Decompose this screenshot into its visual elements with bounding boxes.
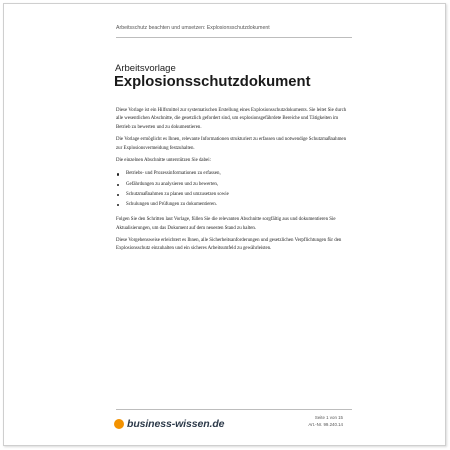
logo-dot-icon (114, 419, 124, 429)
intro-paragraph-3: Die einzelnen Abschnitte unterstützen Sie dabei: (116, 158, 211, 164)
intro-paragraph-2: Die Vorlage ermöglicht es Ihnen, relevante Informationen strukturiert zu erfassen und notwendige Schutzmaßnahmen zur Explosionsvermeidung festzuhalten. (116, 137, 347, 151)
document-page (3, 3, 446, 446)
page-number: Seite 1 von 15 (314, 415, 343, 420)
list-item: Gefährdungen zu analysieren und zu bewerten, (116, 180, 351, 190)
brand-logo[interactable] (114, 418, 224, 430)
outro-paragraph-2: Diese Vorgehensweise erleichtert es Ihnen, alle Sicherheitsanforderungen und gesetzlichen Verpflichtungen für den Explosionsschutz einzuhalten und ein sicheres Arbeitsumfeld zu gewährleisten. (116, 238, 342, 252)
section-list (116, 169, 351, 210)
document-title: Explosionsschutzdokument (114, 74, 311, 90)
document-kicker: Arbeitsvorlage (115, 63, 176, 74)
article-number: Art.-Nr. 99.240.14 (308, 422, 343, 427)
header-divider (116, 37, 352, 38)
list-item: Schulungen und Prüfungen zu dokumentieren. (116, 200, 351, 210)
list-item: Betriebs- und Prozessinformationen zu erfassen, (116, 169, 351, 179)
document-body (116, 107, 351, 258)
running-header: Arbeitsschutz beachten und umsetzen: Explosionsschutzdokument (116, 25, 270, 31)
page-meta (308, 414, 343, 428)
outro-paragraph-1: Folgen Sie den Schritten laut Vorlage, füllen Sie die relevanten Abschnitte sorgfältig aus und dokumentieren Sie Aktualisierungen, um das Dokument auf dem neuesten Stand zu halten. (116, 217, 336, 231)
logo-text: business-wissen.de (127, 418, 225, 430)
intro-paragraph-1: Diese Vorlage ist ein Hilfsmittel zur systematischen Erstellung eines Explosionsschutzdokuments. Sie leitet Sie durch alle wesentlichen Abschnitte, die gesetzlich gefordert sind, um explosionsgefährdete Bereiche und Tätigkeiten im Betrieb zu bewerten und zu dokumentieren. (116, 108, 347, 130)
list-item: Schutzmaßnahmen zu planen und umzusetzen sowie (116, 190, 351, 200)
footer-divider (116, 409, 352, 410)
